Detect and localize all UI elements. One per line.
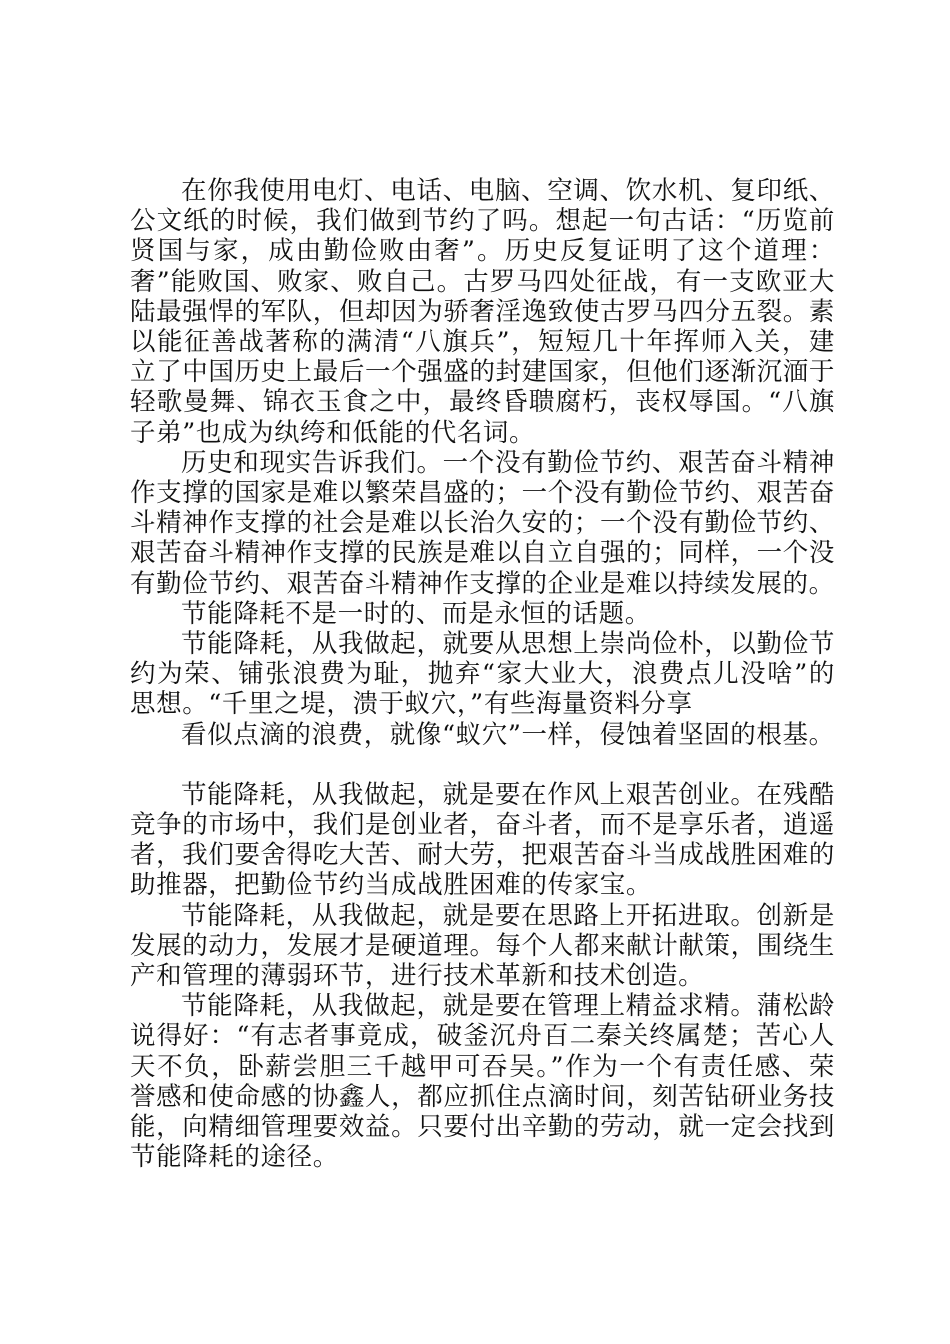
paragraph-ant-hole: 看似点滴的浪费，就像“蚁穴”一样，侵蚀着坚固的根基。 — [181, 719, 835, 750]
paragraph-innovation: 节能降耗，从我做起，就是要在思路上开拓进取。创新是发展的动力，发展才是硬道理。每个人都来献计献策，围绕生产和管理的薄弱环节，进行技术革新和技术创造。 — [130, 900, 835, 992]
document-body — [130, 176, 835, 1173]
paragraph-history-and-reality: 历史和现实告诉我们。一个没有勤俭节约、艰苦奋斗精神作支撑的国家是难以繁荣昌盛的；一个没有勤俭节约、艰苦奋斗精神作支撑的社会是难以长治久安的；一个没有勤俭节约、艰苦奋斗精神作支撑的民族是难以自立自强的；同样，一个没有勤俭节约、艰苦奋斗精神作支撑的企业是难以持续发展的。 — [130, 447, 835, 599]
paragraph-frugality-history: 在你我使用电灯、电话、电脑、空调、饮水机、复印纸、公文纸的时候，我们做到节约了吗。想起一句古话：“历览前贤国与家，成由勤俭败由奢”。历史反复证明了这个道理：奢”能败国、败家、败自己。古罗马四处征战，有一支欧亚大陆最强悍的军队，但却因为骄奢淫逸致使古罗马四分五裂。素以能征善战著称的满清“八旗兵”，短短几十年挥师入关，建立了中国历史上最后一个强盛的封建国家，但他们逐渐沉湎于轻歌曼舞、锦衣玉食之中，最终昏聩腐朽，丧权辱国。“八旗子弟”也成为纨绔和低能的代名词。 — [130, 176, 835, 448]
paragraph-eternal-topic: 节能降耗不是一时的、而是永恒的话题。 — [181, 598, 651, 629]
paragraph-thought-frugality: 节能降耗，从我做起，就要从思想上崇尚俭朴，以勤俭节约为荣、铺张浪费为耻，抛弃“家大业大，浪费点儿没啥”的思想。“千里之堤，溃于蚁穴，”有些海量资料分享 — [130, 629, 835, 720]
paragraph-fine-management: 节能降耗，从我做起，就是要在管理上精益求精。蒲松龄说得好：“有志者事竟成，破釜沉舟百二秦关终属楚；苦心人天不负，卧薪尝胆三千越甲可吞吴。”作为一个有责任感、荣誉感和使命感的协鑫人，都应抓住点滴时间，刻苦钻研业务技能，向精细管理要效益。只要付出辛勤的劳动，就一定会找到节能降耗的途径。 — [130, 991, 835, 1173]
paragraph-hard-work-style: 节能降耗，从我做起，就是要在作风上艰苦创业。在残酷竞争的市场中，我们是创业者，奋斗者，而不是享乐者，逍遥者，我们要舍得吃大苦、耐大劳，把艰苦奋斗当成战胜困难的助推器，把勤俭节约当成战胜困难的传家宝。 — [130, 779, 835, 901]
